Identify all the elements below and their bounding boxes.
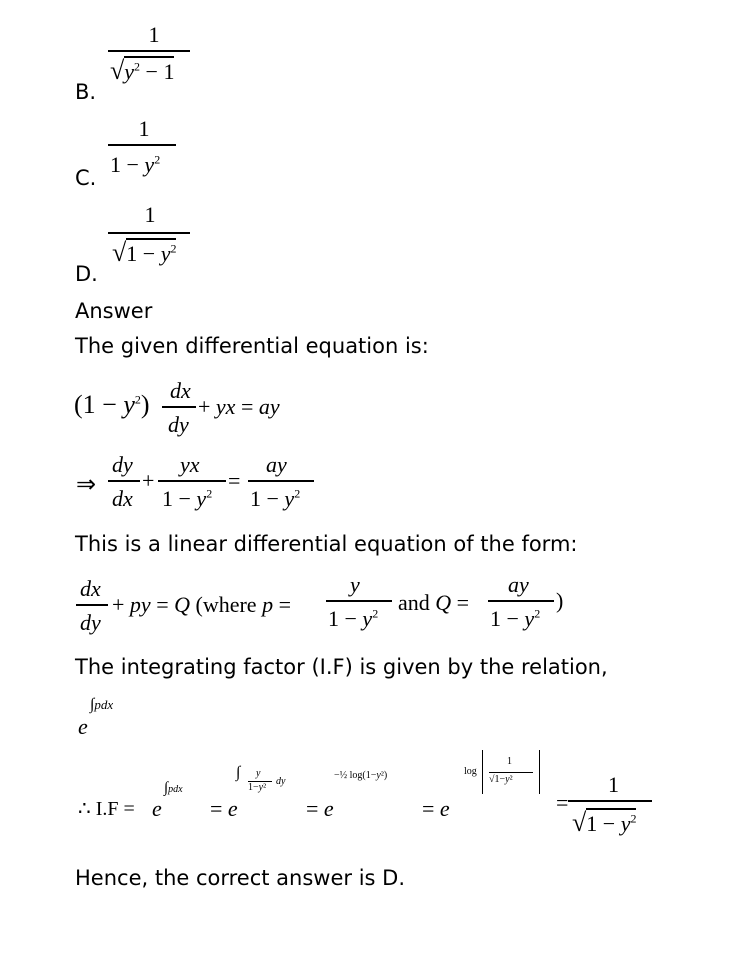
chain-eq4: =: [556, 790, 569, 815]
lf-q-den: $1 - y^2$: [490, 606, 541, 631]
option-c-numerator: 1: [138, 116, 150, 141]
eq2-equals: =: [228, 468, 241, 493]
lf-main: + py = Q (where p =: [112, 592, 291, 617]
if-text: The integrating factor (I.F) is given by the relation,: [75, 655, 608, 679]
lf-dy: dy: [80, 610, 101, 635]
chain-exp2-num: y: [256, 768, 261, 779]
eq2-bar-1: [108, 480, 140, 482]
lf-close-paren: ): [556, 588, 564, 613]
option-c-label: C.: [75, 166, 97, 190]
lf-bar-1: [76, 604, 108, 606]
linear-text: This is a linear differential equation of the form:: [75, 532, 578, 556]
option-b-label: B.: [75, 80, 97, 104]
eq2-den-2: $1 - y^2$: [250, 486, 301, 511]
lf-p-num: y: [350, 572, 360, 597]
eq1-fraction-bar: [162, 406, 196, 408]
chain-exp4-den: √1−y²: [489, 774, 513, 785]
chain-exp3: −½ log(1−y²): [334, 770, 388, 781]
eq1-left-factor: $(1 - y^2)$: [74, 390, 150, 419]
option-c-fraction-bar: [108, 144, 176, 146]
eq1-rhs: + yx = ay: [198, 394, 280, 419]
chain-exp2-dy: dy: [276, 776, 286, 787]
chain-e1: e: [152, 796, 162, 821]
chain-eq3: = e: [422, 796, 450, 821]
option-b-fraction-bar: [108, 50, 190, 52]
eq2-den-1: $1 - y^2$: [162, 486, 213, 511]
chain-exp4-bracket: [482, 750, 540, 794]
conclusion-text: Hence, the correct answer is D.: [75, 866, 406, 890]
eq1-dx: dx: [170, 378, 191, 403]
lf-and: and Q =: [398, 590, 470, 615]
lf-bar-2: [326, 600, 392, 602]
therefore-if: ∴ I.F =: [78, 798, 135, 820]
chain-eq1: = e: [210, 796, 238, 821]
chain-final-den: $√1 - y^2$: [572, 808, 637, 837]
eq2-dy: dy: [112, 452, 133, 477]
eq2-dx: dx: [112, 486, 133, 511]
chain-final-num: 1: [608, 772, 619, 797]
eq2-bar-3: [248, 480, 314, 482]
option-b-denominator: $√y^2 - 1$: [110, 56, 175, 85]
if-e: e: [78, 714, 88, 739]
eq1-dy: dy: [168, 412, 189, 437]
lf-p-den: $1 - y^2$: [328, 606, 379, 631]
option-d-fraction-bar: [108, 232, 190, 234]
lf-bar-3: [488, 600, 554, 602]
eq2-ay: ay: [266, 452, 287, 477]
implies-symbol: ⇒: [76, 472, 97, 498]
chain-exp4-log: log: [464, 766, 477, 777]
if-exponent: ∫pdx: [90, 696, 114, 713]
option-d-label: D.: [75, 262, 98, 286]
chain-final-bar: [568, 800, 652, 802]
chain-eq2: = e: [306, 796, 334, 821]
chain-exp2-int: ∫: [236, 764, 241, 781]
eq2-bar-2: [158, 480, 226, 482]
chain-exp4-num: 1: [507, 756, 512, 767]
lf-q-num: ay: [508, 572, 529, 597]
option-b-numerator: 1: [148, 22, 160, 47]
option-c-denominator: $1 - y^2$: [110, 152, 161, 177]
eq2-plus: +: [142, 468, 155, 493]
chain-exp2-den: 1−y²: [248, 782, 267, 793]
chain-exp4-bar: [489, 772, 533, 773]
option-d-numerator: 1: [144, 202, 156, 227]
option-d-denominator: $√1 - y^2$: [112, 238, 177, 267]
intro-text: The given differential equation is:: [75, 334, 429, 358]
lf-dx: dx: [80, 576, 101, 601]
chain-exp1: ∫pdx: [164, 780, 183, 796]
eq2-yx: yx: [180, 452, 200, 477]
answer-heading: Answer: [75, 299, 153, 323]
